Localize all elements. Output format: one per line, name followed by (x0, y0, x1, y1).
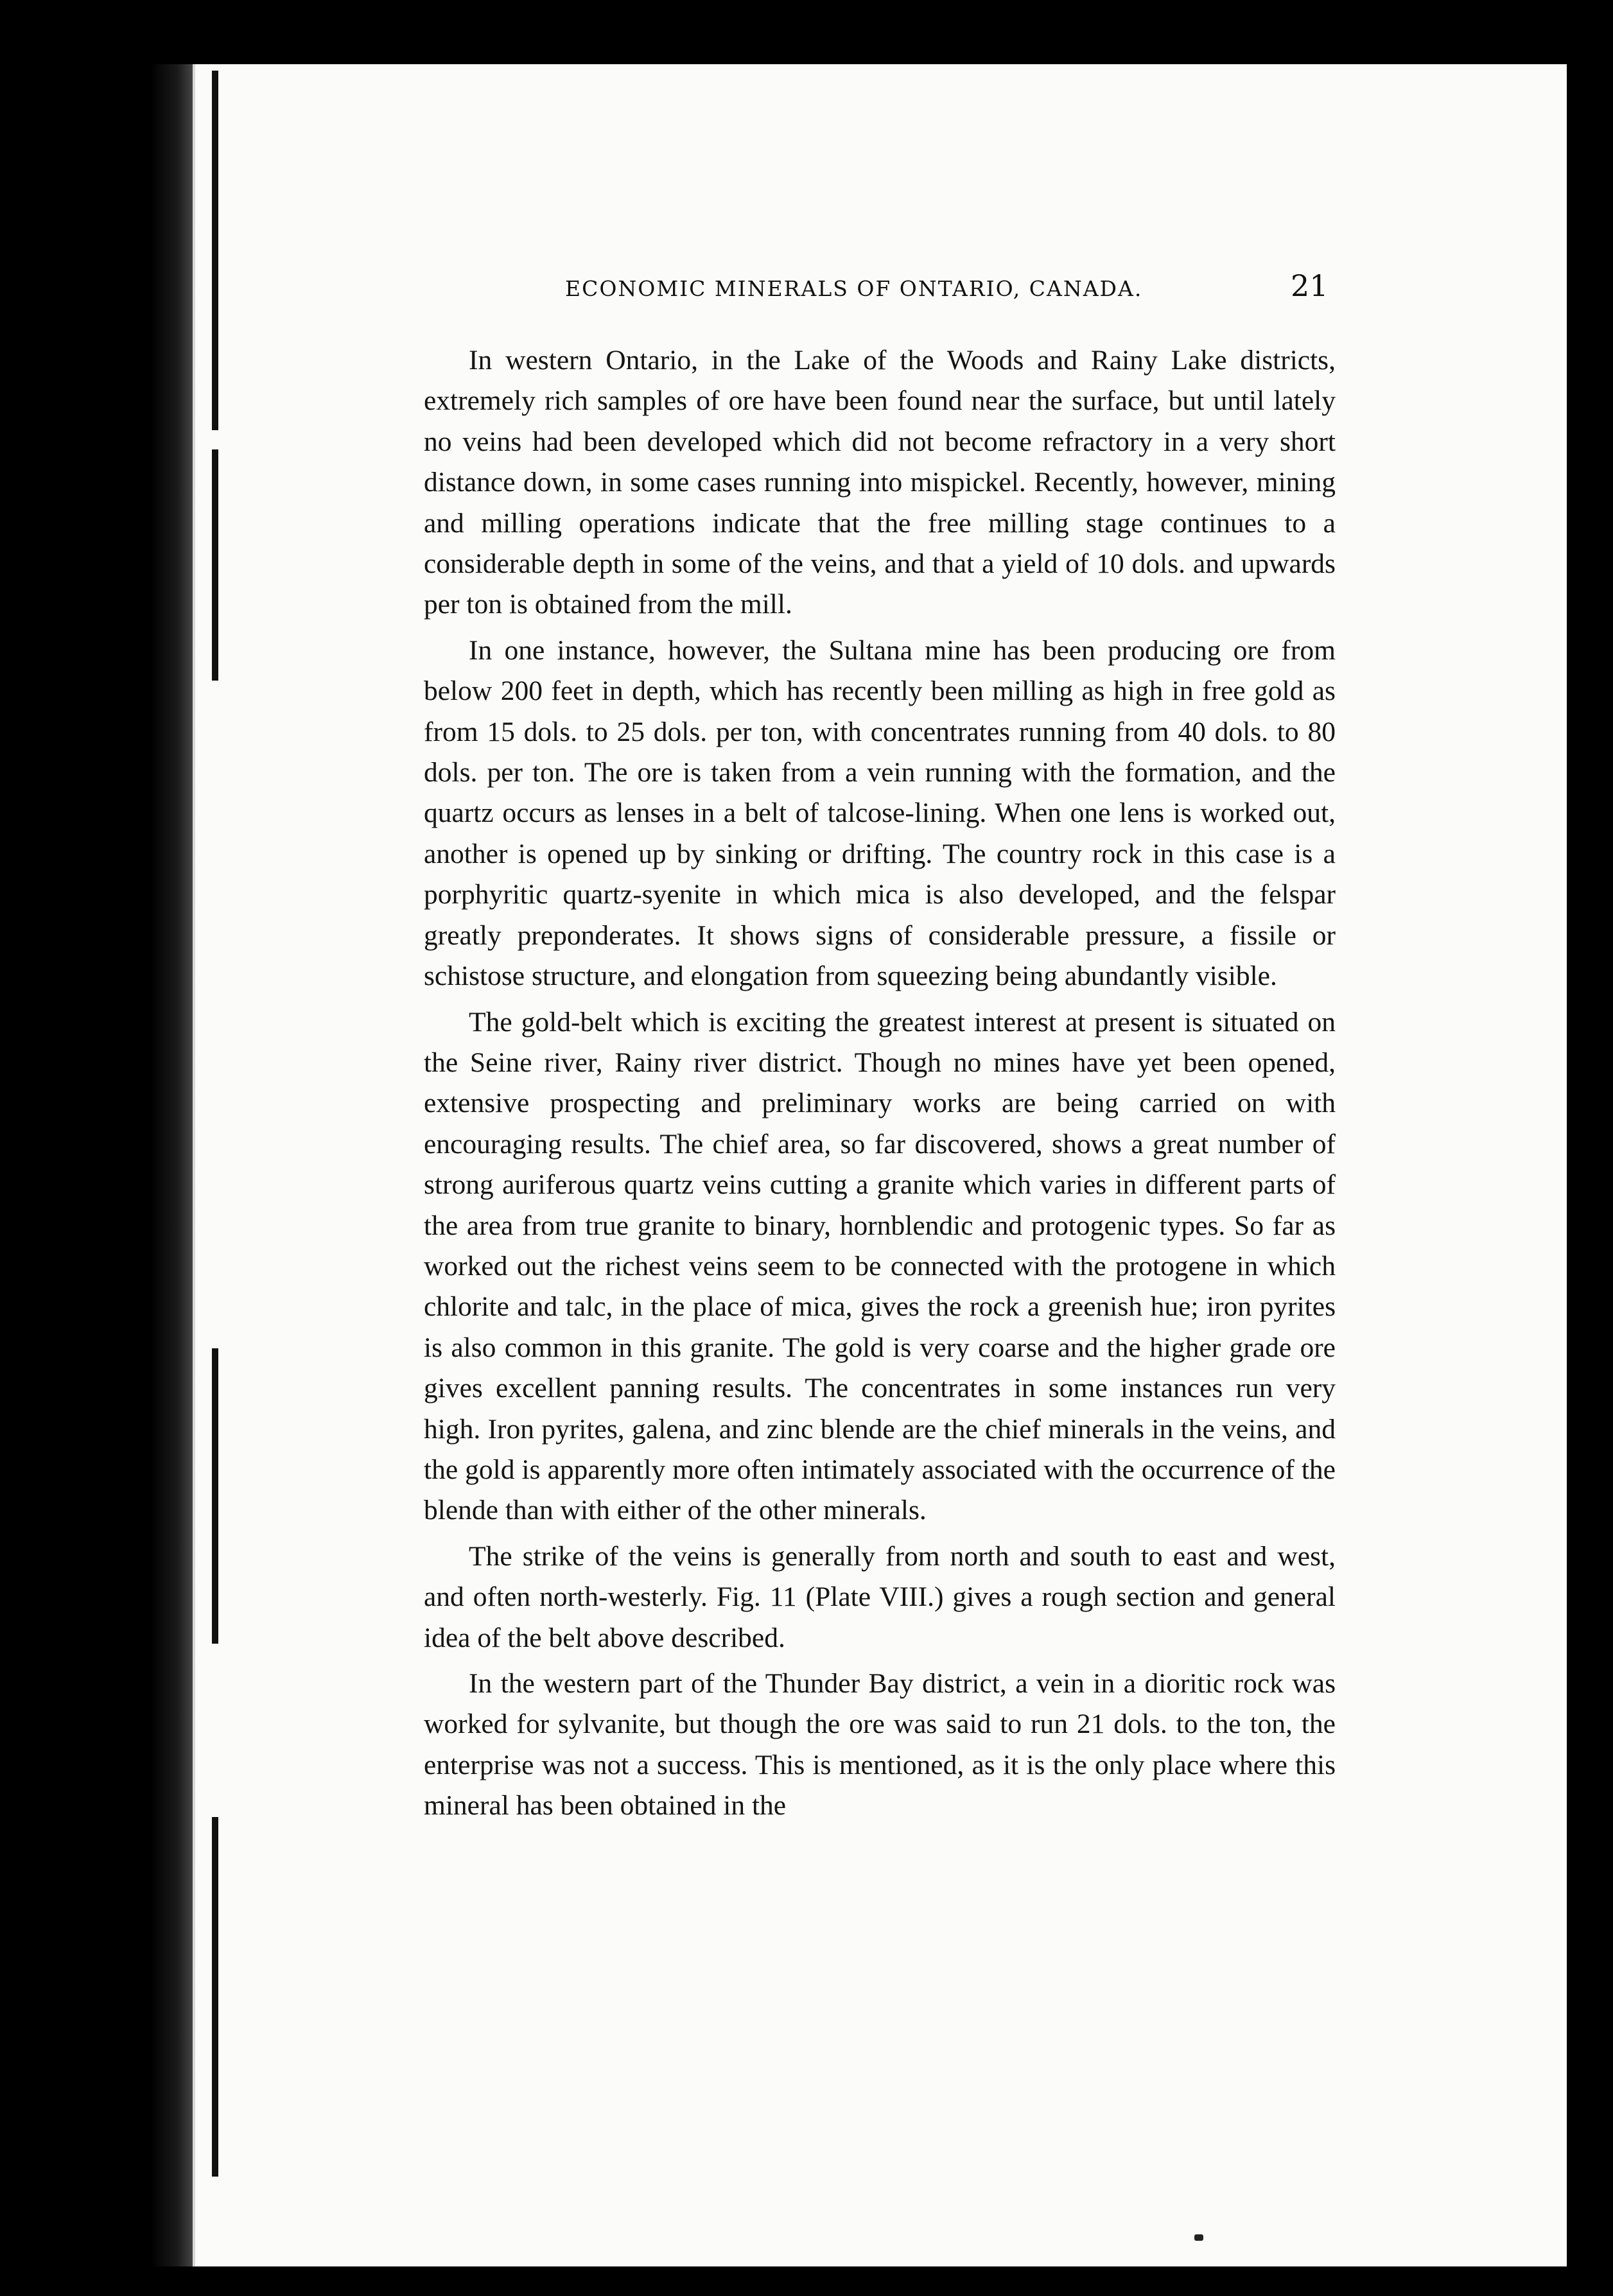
running-head: ECONOMIC MINERALS OF ONTARIO, CANADA. (565, 276, 1143, 301)
spine-mark (212, 1817, 218, 2177)
paragraph: The strike of the veins is generally from north and south to east and west, and often north-westerly. Fig. 11 (Plate VIII.) gives a rough section and general idea of the belt above described. (424, 1540, 1336, 1653)
paragraph: In the western part of the Thunder Bay district, a vein in a dioritic rock was worked for sylvanite, but though the ore was said to run 21 dols. to the ton, the enterprise was not a success. This is mentioned, as it is the only place where this mineral has been obtained in the (424, 1668, 1336, 1822)
body-text (424, 340, 1336, 1832)
spine-mark (212, 71, 218, 430)
spine-mark (212, 1348, 218, 1644)
scan-background (0, 64, 193, 2266)
page-number: 21 (1291, 268, 1329, 303)
paragraph: In western Ontario, in the Lake of the Woods and Rainy Lake districts, extremely rich samples of ore have been found near the surface, but until lately no veins had been developed which did not become refractory in a very short distance down, in some cases running into mispickel. Recently, however, mining and milling operations indicate that the free milling stage continues to a considerable depth in some of the veins, and that a yield of 10 dols. and upwards per ton is obtained from the mill. (424, 345, 1336, 620)
scan-speck (1194, 2234, 1203, 2241)
paragraph: The gold-belt which is exciting the greatest interest at present is situated on the Seine river, Rainy river district. Though no mines have yet been opened, extensive prospecting and preliminary works are being carried on with encouraging results. The chief area, so far discovered, shows a great number of strong auriferous quartz veins cutting a granite which varies in different parts of the area from true granite to binary, hornblendic and protogenic types. So far as worked out the richest veins seem to be connected with the protogene in which chlorite and talc, in the place of mica, gives the rock a greenish hue; iron pyrites is also common in this granite. The gold is very coarse and the higher grade ore gives excellent panning results. The concentrates in some instances run very high. Iron pyrites, galena, and zinc blende are the chief minerals in the veins, and the gold is apparently more often intimately associated with the occurrence of the blende than with either of the other minerals. (424, 1006, 1336, 1526)
paragraph: In one instance, however, the Sultana mine has been producing ore from below 200 feet in depth, which has recently been milling as high in free gold as from 15 dols. to 25 dols. per ton, with concentrates running from 40 dols. to 80 dols. per ton. The ore is taken from a vein running with the formation, and the quartz occurs as lenses in a belt of talcose-lining. When one lens is worked out, another is opened up by sinking or drifting. The country rock in this case is a porphyritic quartz-syenite in which mica is also developed, and the felspar greatly preponderates. It shows signs of considerable pressure, a fissile or schistose structure, and elongation from squeezing being abundantly visible. (424, 634, 1336, 992)
spine-mark (212, 449, 218, 681)
